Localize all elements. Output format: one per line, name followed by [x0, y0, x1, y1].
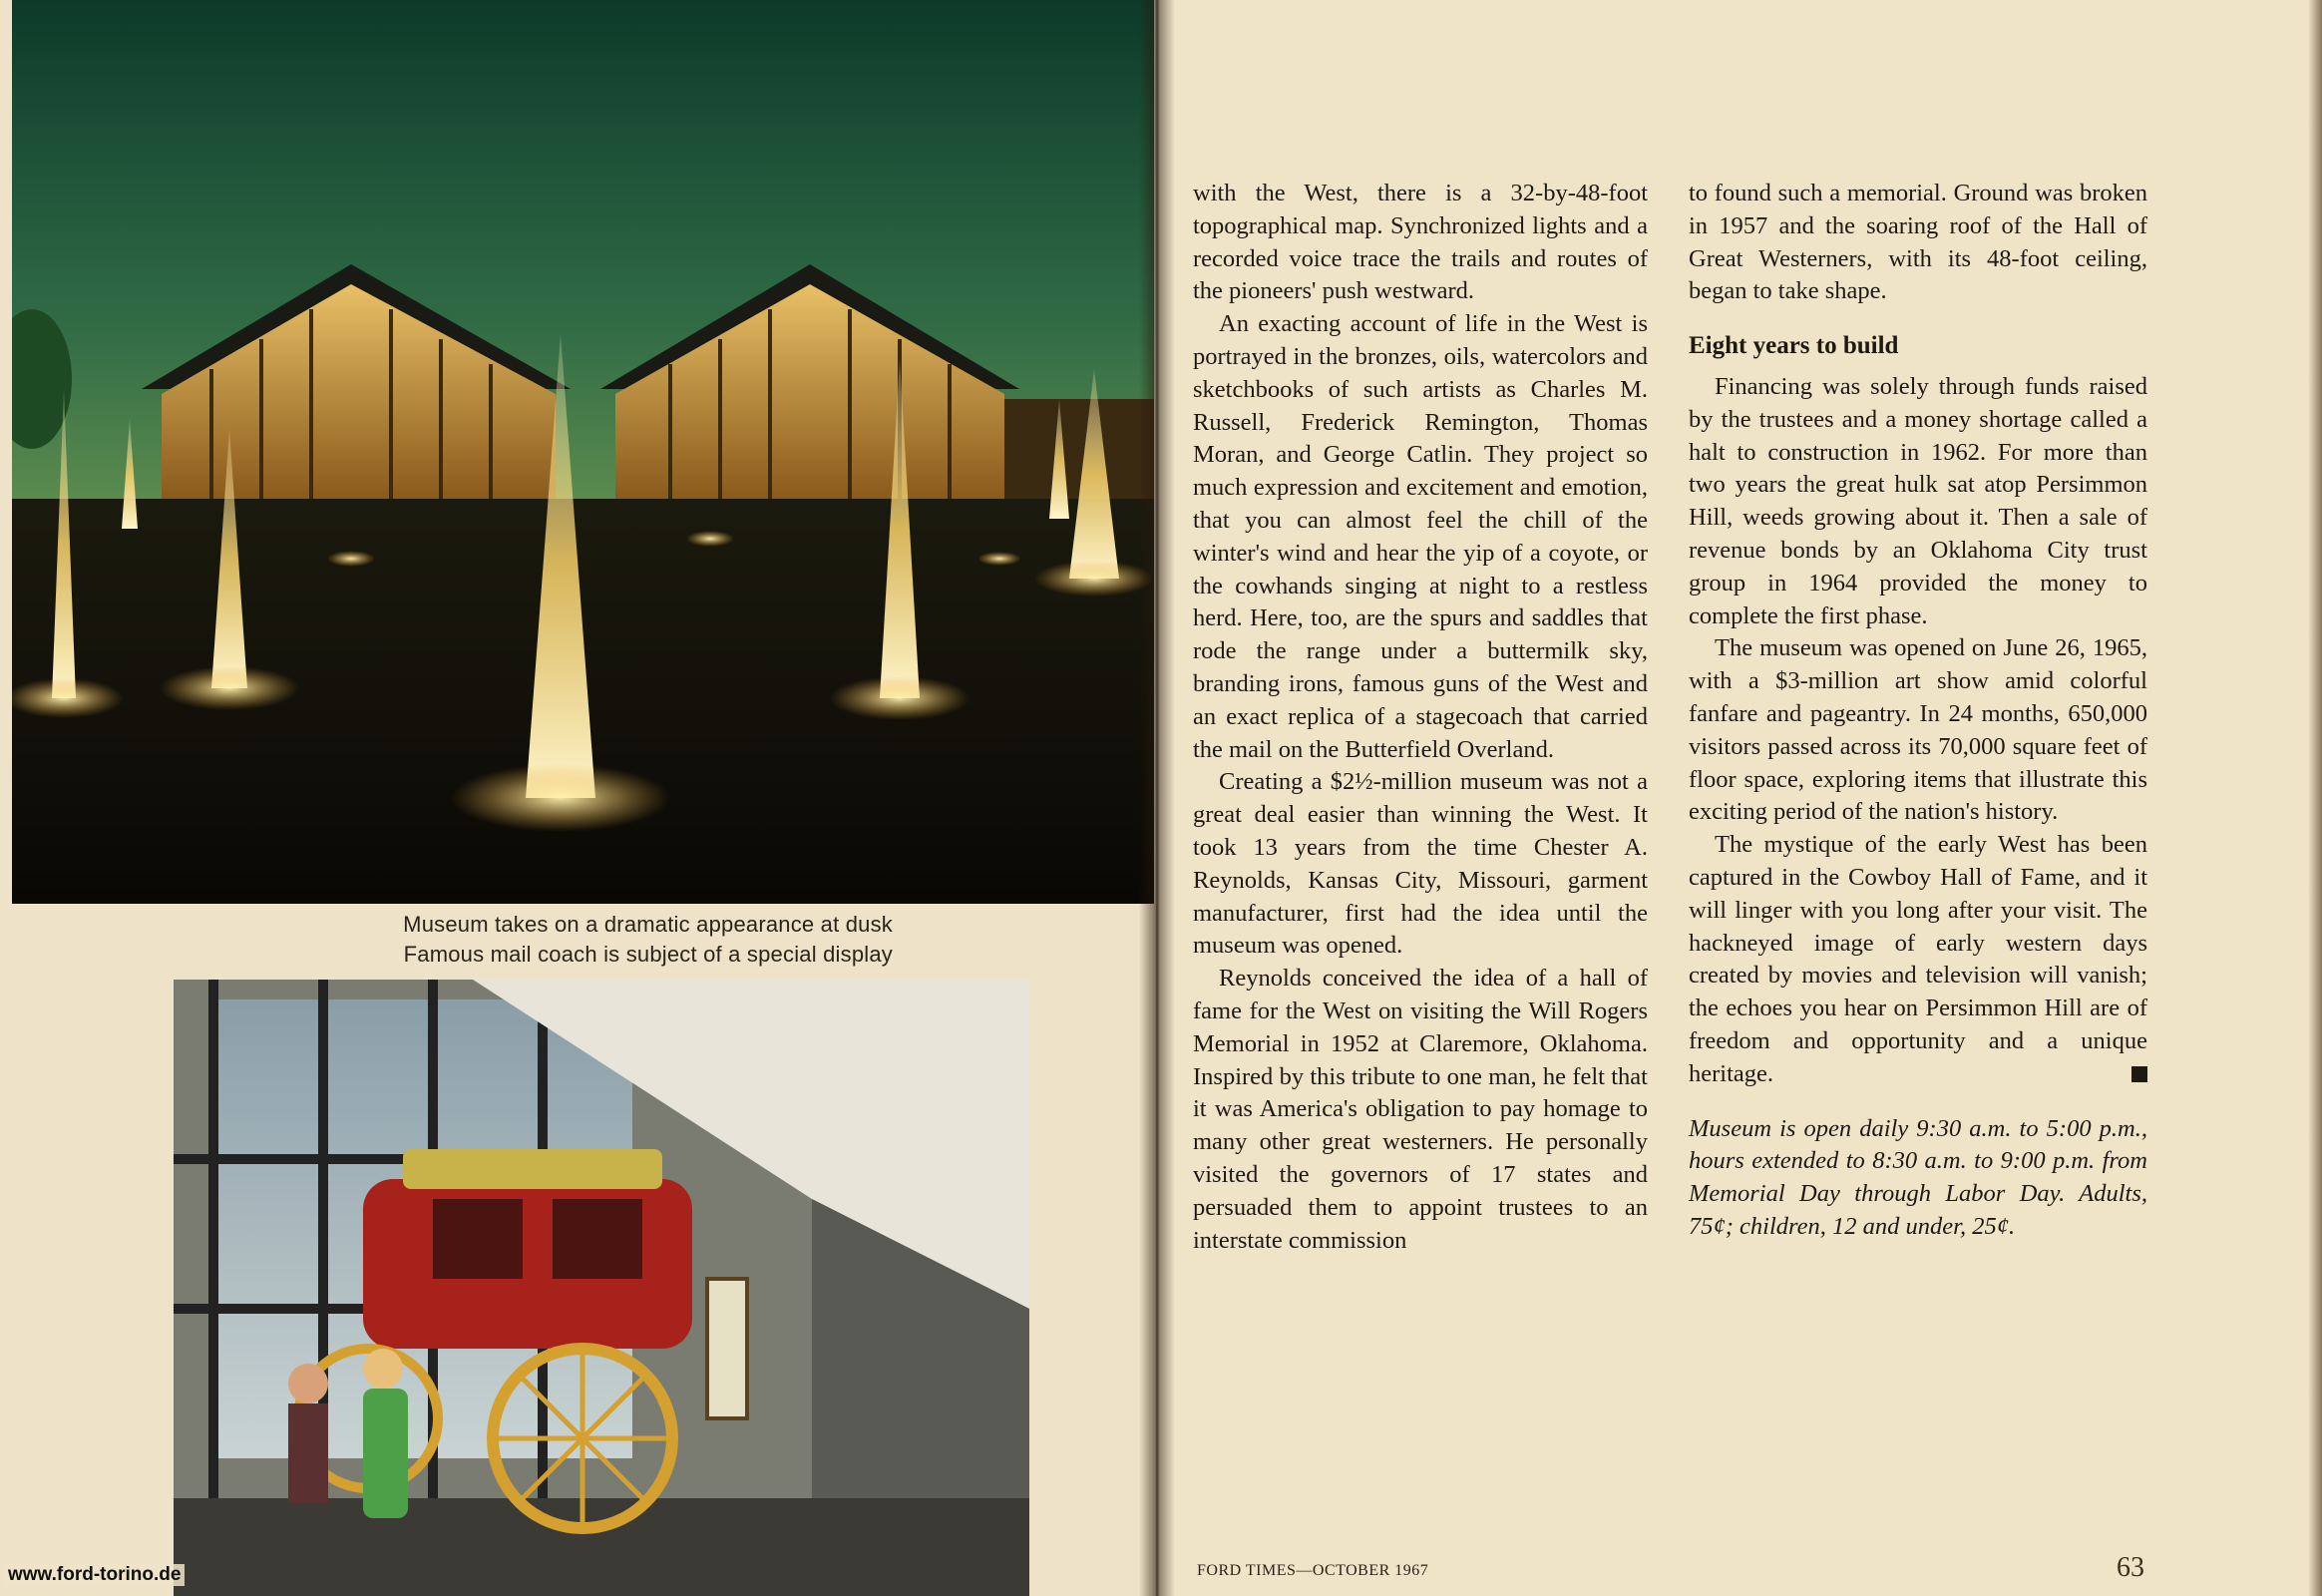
end-mark-icon	[2131, 1066, 2147, 1082]
article-column-2	[1689, 178, 2147, 1244]
left-page	[0, 0, 1157, 1596]
museum-dusk-photo	[12, 0, 1154, 904]
paragraph: An exacting account of life in the West is portrayed in the bronzes, oils, watercolors and sketchbooks of such artists as Charles M. Russell, Frederick Remington, Thomas Moran, and George Catlin. They project so much expression and excitement and emotion, that you can almost feel the chill of the winter's wind and hear the yip of a coyote, or the cowhands singing at night to a restless herd. Here, too, are the spurs and saddles that rode the range under a buttermilk sky, branding irons, famous guns of the West and an exact replica of a stagecoach that carried the mail on the Butterfield Overland.	[1193, 310, 1648, 763]
caption-coach: Famous mail coach is subject of a special display	[403, 942, 893, 967]
paragraph-final	[1689, 829, 2147, 1090]
paragraph: Financing was solely through funds raised by the trustees and a money shortage called a halt to construction in 1962. For more than two years the great hulk sat atop Persimmon Hill, weeds growing about it. Then a sale of revenue bonds by an Oklahoma City trust group in 1964 provided the money to complete the first phase.	[1689, 372, 2147, 629]
page-number: 63	[2117, 1552, 2144, 1583]
page-edge	[2308, 0, 2322, 1596]
museum-hours: Museum is open daily 9:30 a.m. to 5:00 p.m., hours extended to 8:30 a.m. to 9:00 p.m. from Memorial Day through Labor Day. Adults, 75¢; children, 12 and under, 25¢.	[1689, 1114, 2147, 1240]
paragraph-final-text: The mystique of the early West has been captured in the Cowboy Hall of Fame, and it will linger with you long after your visit. The hackneyed image of early western days created by movies and television will vanish; the echoes you hear on Persimmon Hill are of freedom and opportunity and a unique heritage.	[1689, 831, 2147, 1087]
footer-magazine: FORD TIMES—OCTOBER 1967	[1197, 1562, 1429, 1579]
stagecoach-photo	[174, 980, 1029, 1596]
paragraph: Creating a $2½-million museum was not a great deal easier than winning the West. It took 13 years from the time Chester A. Reynolds, Kansas City, Missouri, garment manufacturer, first had the idea until the museum was opened.	[1193, 768, 1648, 960]
paragraph: to found such a memorial. Ground was broken in 1957 and the soaring roof of the Hall of Great Westerners, with its 48-foot ceiling, began to take shape.	[1689, 180, 2147, 305]
subheading: Eight years to build	[1689, 332, 1899, 360]
paragraph: Reynolds conceived the idea of a hall of fame for the West on visiting the Will Rogers Memorial in 1952 at Claremore, Oklahoma. Inspired by this tribute to one man, he felt that it was America's obligation to pay homage to many other great westerners. He personally visited the governors of 17 states and persuaded them to appoint trustees to an interstate commission	[1193, 965, 1648, 1254]
caption-museum: Museum takes on a dramatic appearance at dusk	[403, 912, 893, 937]
article-column-1	[1193, 178, 1648, 1257]
paragraph: with the West, there is a 32-by-48-foot topographical map. Synchronized lights and a recorded voice trace the trails and routes of the pioneers' push westward.	[1193, 180, 1648, 305]
paragraph: The museum was opened on June 26, 1965, with a $3-million art show amid colorful fanfare and pageantry. In 24 months, 650,000 visitors passed across its 70,000 square feet of floor space, exploring items that illustrate this exciting period of the nation's history.	[1689, 634, 2147, 826]
watermark: www.ford-torino.de	[4, 1564, 185, 1586]
museum-dusk-illustration	[12, 0, 1154, 904]
stagecoach-illustration	[174, 980, 1029, 1596]
